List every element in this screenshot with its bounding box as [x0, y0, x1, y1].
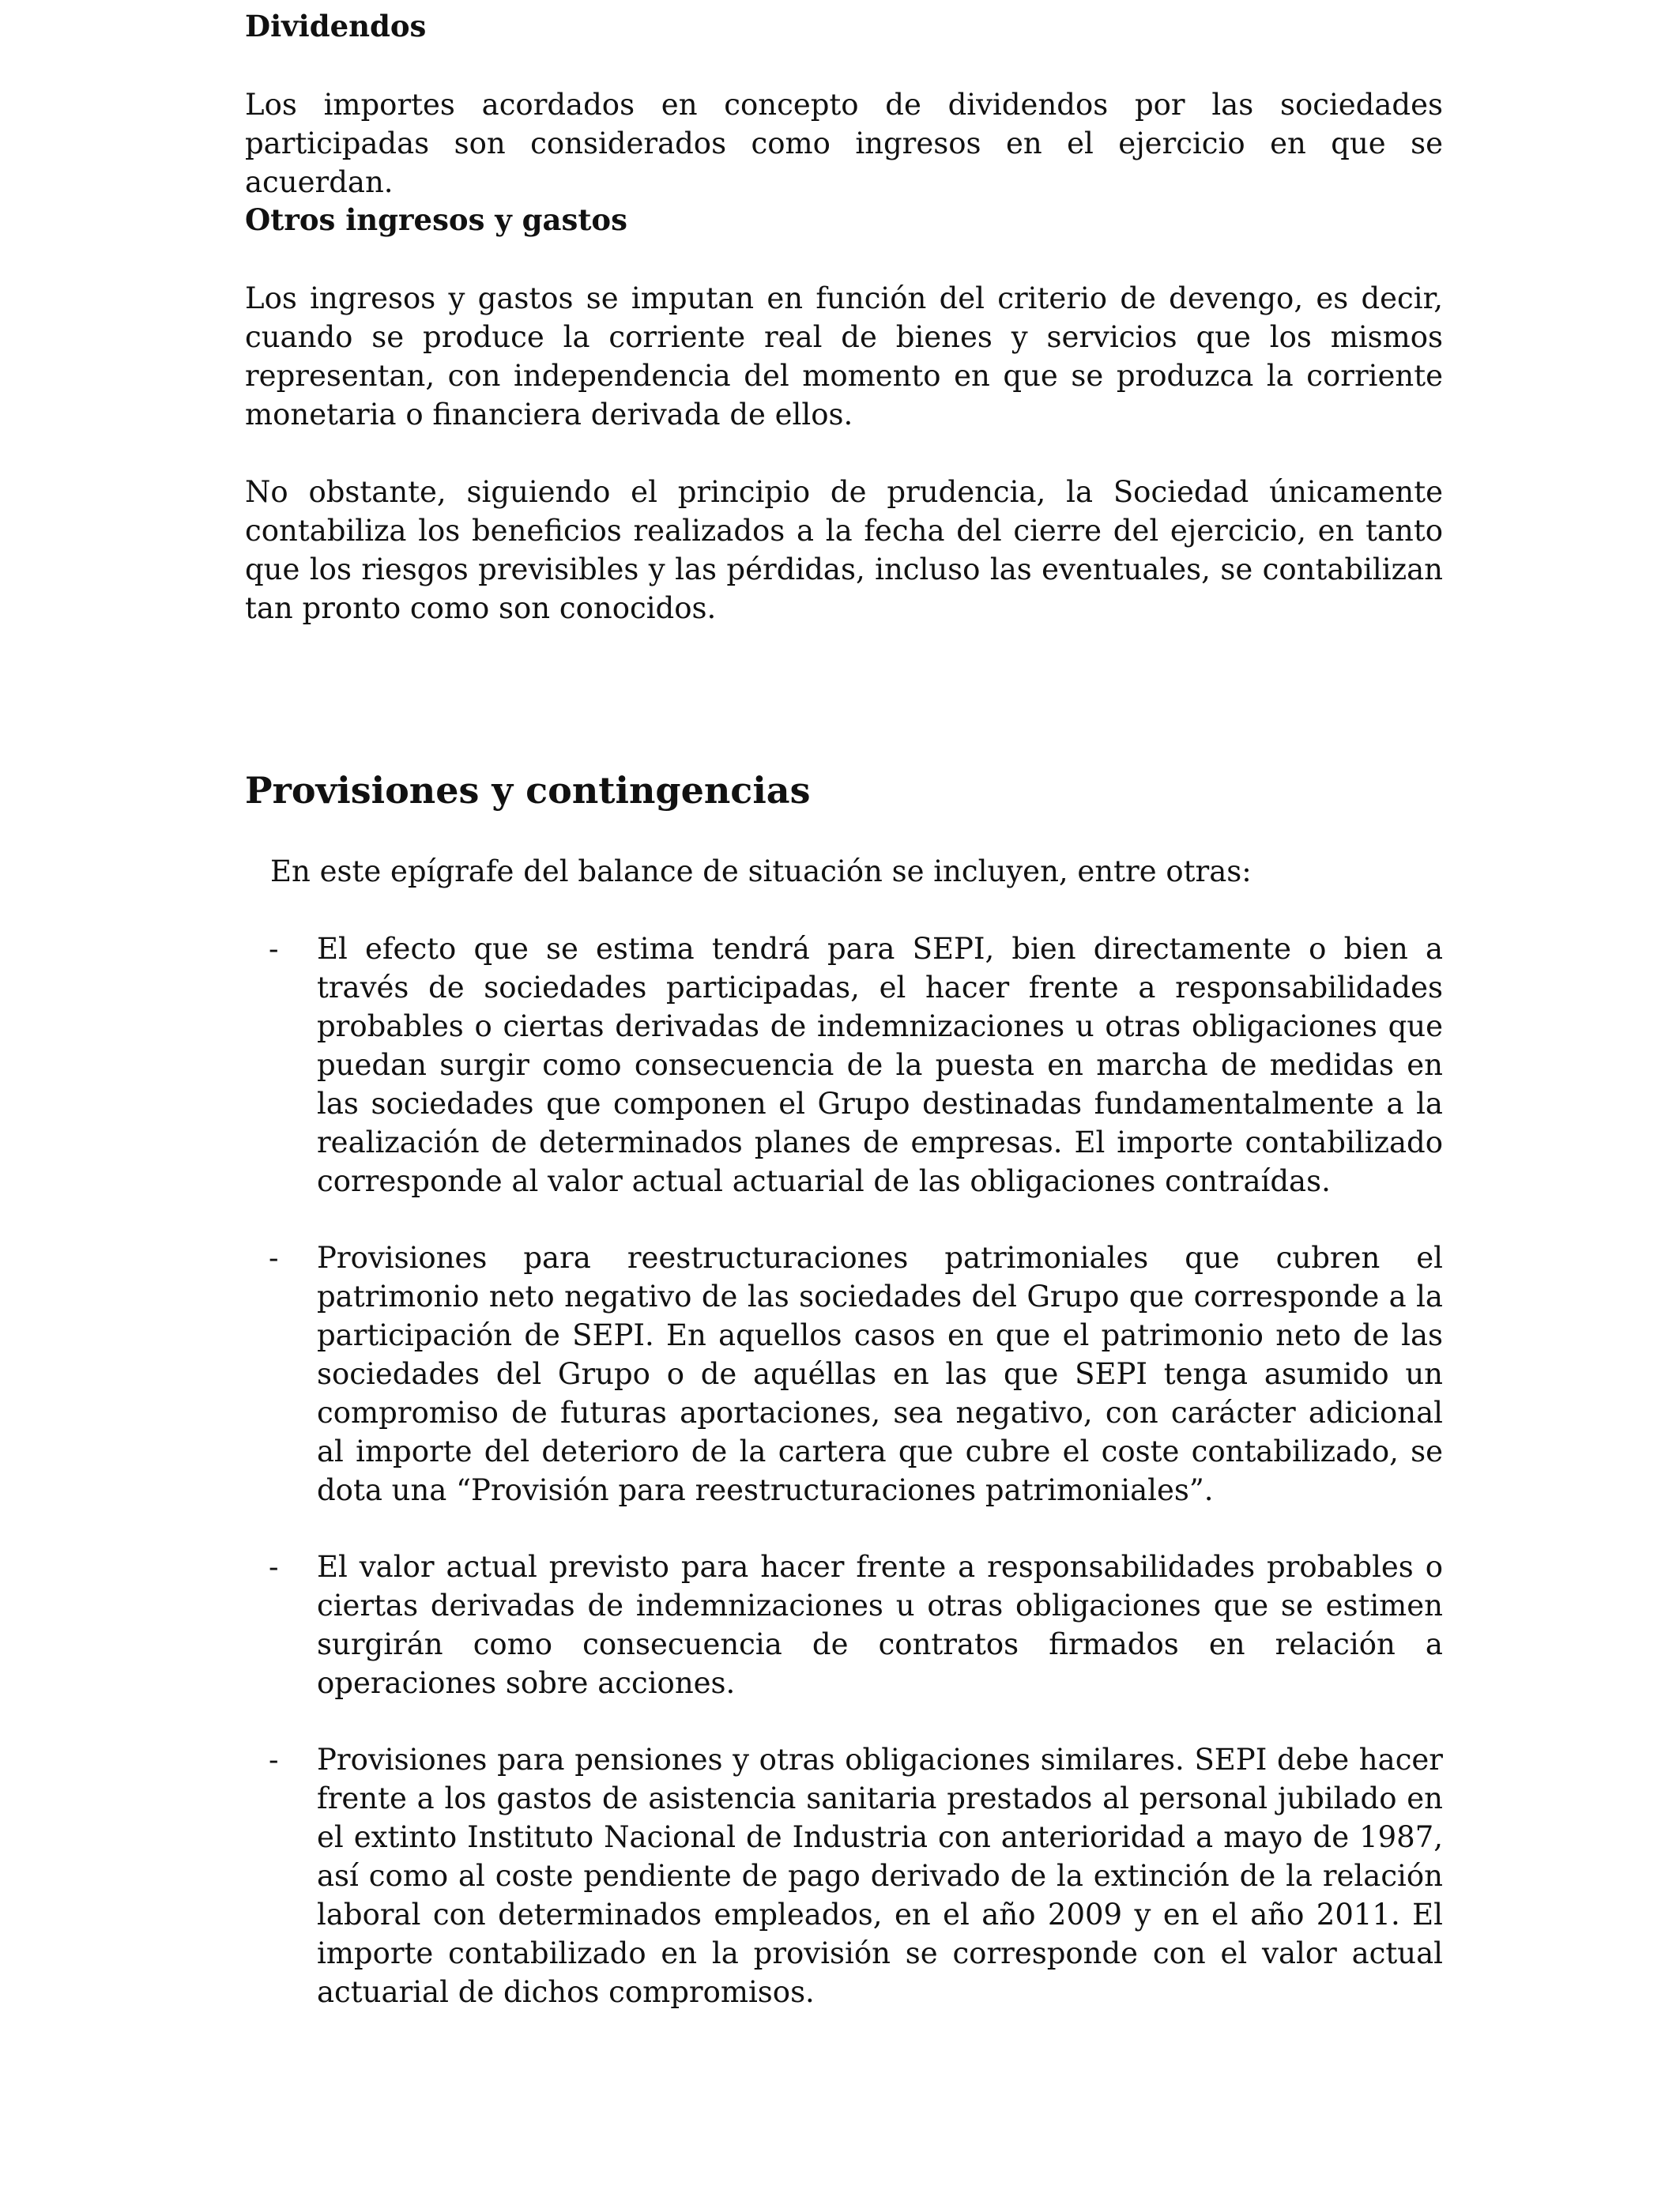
list-item-text: Provisiones para reestructuraciones patrimoniales que cubren el patrimonio neto negativo de las sociedades del Grupo que corresponde a la participación de SEPI. En aquellos casos en que el patrimonio neto de las sociedades del Grupo o de aquéllas en las que SEPI tenga asumido un compromiso de futuras aportaciones, sea negativo, con carácter adicional al importe del deterioro de la cartera que cubre el coste contabilizado, se dota una “Provisión para reestructuraciones patrimoniales”.	[317, 1241, 1443, 1507]
otros-ingresos-paragraph-1: Los ingresos y gastos se imputan en función del criterio de devengo, es decir, cuando se produce la corriente real de bienes y servicios que los mismos representan, con independencia del momento en que se produzca la corriente monetaria o financiera derivada de ellos.	[245, 281, 1443, 432]
bullet-dash: -	[269, 1241, 279, 1275]
dividendos-heading: Dividendos	[245, 9, 427, 43]
provisiones-intro: En este epígrafe del balance de situación se incluyen, entre otras:	[270, 854, 1252, 888]
list-item-text: El valor actual previsto para hacer frente a responsabilidades probables o ciertas derivadas de indemnizaciones u otras obligaciones que se estimen surgirán como consecuencia de contratos firmados en relación a operaciones sobre acciones.	[317, 1550, 1443, 1700]
dividendos-paragraph: Los importes acordados en concepto de dividendos por las sociedades participadas son considerados como ingresos en el ejercicio en que se acuerdan.	[245, 88, 1443, 199]
bullet-dash: -	[269, 932, 279, 966]
list-item-text: El efecto que se estima tendrá para SEPI, bien directamente o bien a través de sociedades participadas, el hacer frente a responsabilidades probables o ciertas derivadas de indemnizaciones u otras obligaciones que puedan surgir como consecuencia de la puesta en marcha de medidas en las sociedades que componen el Grupo destinadas fundamentalmente a la realización de determinados planes de empresas. El importe contabilizado corresponde al valor actual actuarial de las obligaciones contraídas.	[317, 932, 1443, 1198]
list-item-text: Provisiones para pensiones y otras obligaciones similares. SEPI debe hacer frente a los gastos de asistencia sanitaria prestados al personal jubilado en el extinto Instituto Nacional de Industria con anterioridad a mayo de 1987, así como al coste pendiente de pago derivado de la extinción de la relación laboral con determinados empleados, en el año 2009 y en el año 2011. El importe contabilizado en la provisión se corresponde con el valor actual actuarial de dichos compromisos.	[317, 1743, 1443, 2009]
bullet-dash: -	[269, 1550, 279, 1584]
provisiones-title: Provisiones y contingencias	[245, 769, 811, 812]
otros-ingresos-paragraph-2: No obstante, siguiendo el principio de prudencia, la Sociedad únicamente contabiliza los beneficios realizados a la fecha del cierre del ejercicio, en tanto que los riesgos previsibles y las pérdidas, incluso las eventuales, se contabilizan tan pronto como son conocidos.	[245, 475, 1443, 625]
otros-ingresos-heading: Otros ingresos y gastos	[245, 202, 627, 237]
bullet-dash: -	[269, 1743, 279, 1777]
